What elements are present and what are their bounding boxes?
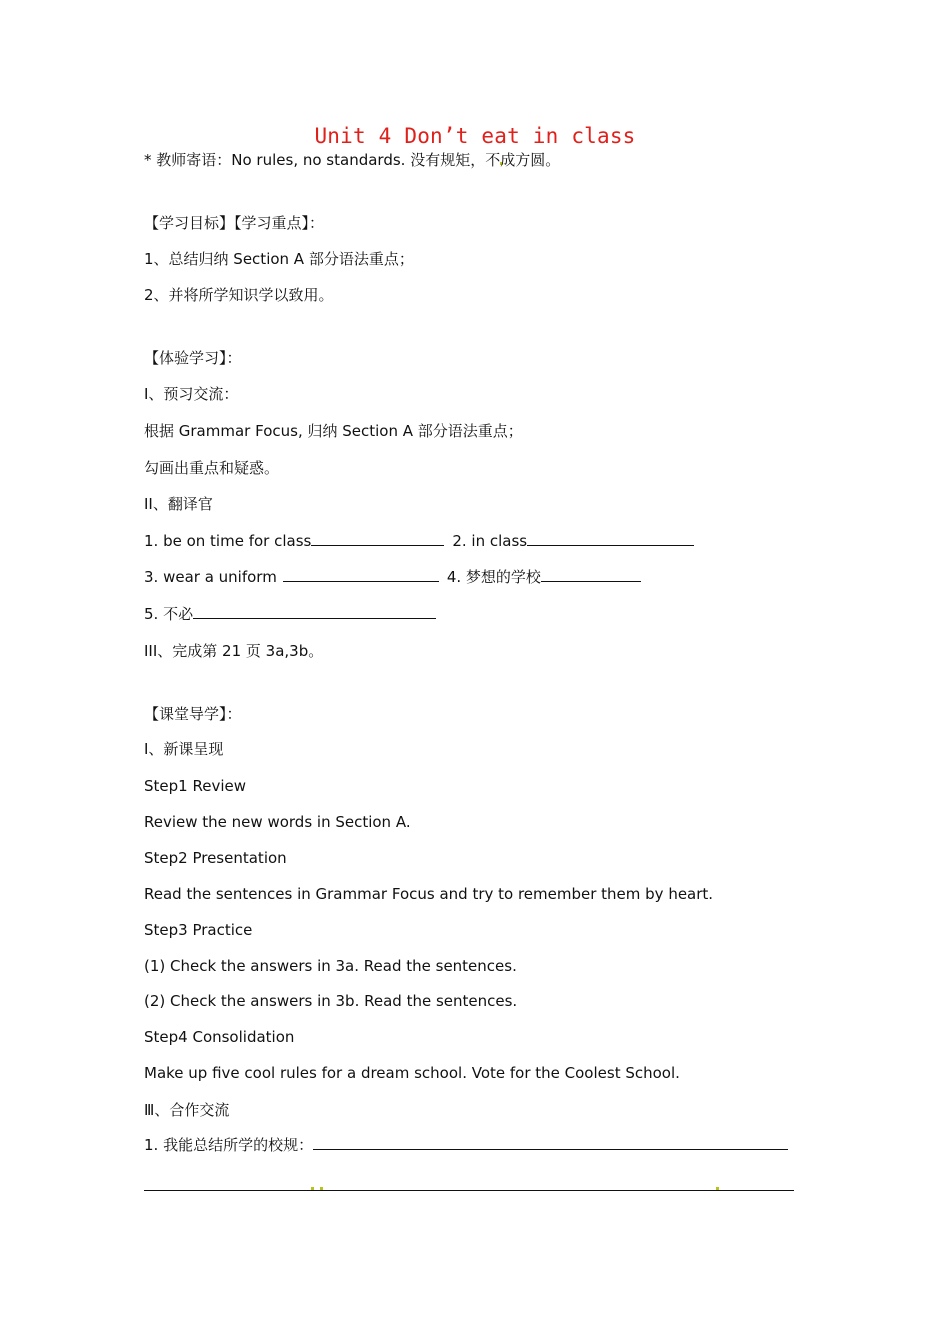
answer-blank-5[interactable]: [193, 604, 436, 619]
step4-title: Step4 Consolidation: [144, 1028, 295, 1046]
teacher-motto: [144, 150, 560, 170]
step3-item-1: (1) Check the answers in 3a. Read the sentences.: [144, 957, 517, 975]
translate-item-3: 3. wear a uniform: [144, 568, 277, 586]
marker-dot: [311, 1187, 314, 1190]
translate-row-2: [144, 567, 641, 587]
new-lesson-label: I、新课呈现: [144, 740, 224, 758]
motto-prefix: * 教师寄语：No rules, no standards. 没有规矩，不: [144, 151, 501, 169]
translate-row-1: [144, 531, 694, 551]
complete-instruction: III、完成第 21 页 3a,3b。: [144, 642, 324, 660]
page-title: Unit 4 Don’t eat in class: [314, 124, 636, 148]
step2-title: Step2 Presentation: [144, 849, 287, 867]
translate-item-1: 1. be on time for class: [144, 532, 312, 550]
cooperate-label: Ⅲ、合作交流: [144, 1101, 230, 1119]
step1-text: Review the new words in Section A.: [144, 813, 411, 831]
preview-line-1: 根据 Grammar Focus, 归纳 Section A 部分语法重点；: [144, 422, 523, 440]
translate-label: II、翻译官: [144, 495, 213, 513]
summary-prompt: 1. 我能总结所学的校规：: [144, 1136, 314, 1154]
answer-blank-4[interactable]: [541, 567, 641, 582]
goal-item-1: 1、总结归纳 Section A 部分语法重点；: [144, 250, 414, 268]
preview-label: I、预习交流：: [144, 385, 239, 403]
translate-item-5: 5. 不必: [144, 605, 194, 623]
motto-suffix: 成方圆。: [500, 151, 561, 169]
step3-title: Step3 Practice: [144, 921, 253, 939]
preview-line-2: 勾画出重点和疑惑。: [144, 459, 280, 477]
summary-blank[interactable]: [313, 1135, 788, 1150]
translate-item-4: 4. 梦想的学校: [446, 568, 541, 586]
translate-row-3: [144, 604, 436, 624]
translate-item-2: 2. in class: [452, 532, 528, 550]
classroom-heading: 【课堂导学】：: [144, 705, 242, 723]
answer-line[interactable]: [144, 1190, 794, 1191]
goal-item-2: 2、并将所学知识学以致用。: [144, 286, 334, 304]
step2-text: Read the sentences in Grammar Focus and try to remember them by heart.: [144, 885, 714, 903]
experience-heading: 【体验学习】：: [144, 349, 242, 367]
answer-blank-1[interactable]: [311, 531, 444, 546]
answer-blank-2[interactable]: [527, 531, 694, 546]
step4-text: Make up five cool rules for a dream school. Vote for the Coolest School.: [144, 1064, 680, 1082]
marker-dot: [320, 1187, 323, 1190]
step3-item-2: (2) Check the answers in 3b. Read the sentences.: [144, 992, 518, 1010]
step1-title: Step1 Review: [144, 777, 246, 795]
answer-blank-3[interactable]: [283, 567, 439, 582]
goals-heading: 【学习目标】【学习重点】：: [144, 214, 325, 232]
summary-row: [144, 1135, 788, 1155]
marker-dot: [716, 1187, 719, 1190]
